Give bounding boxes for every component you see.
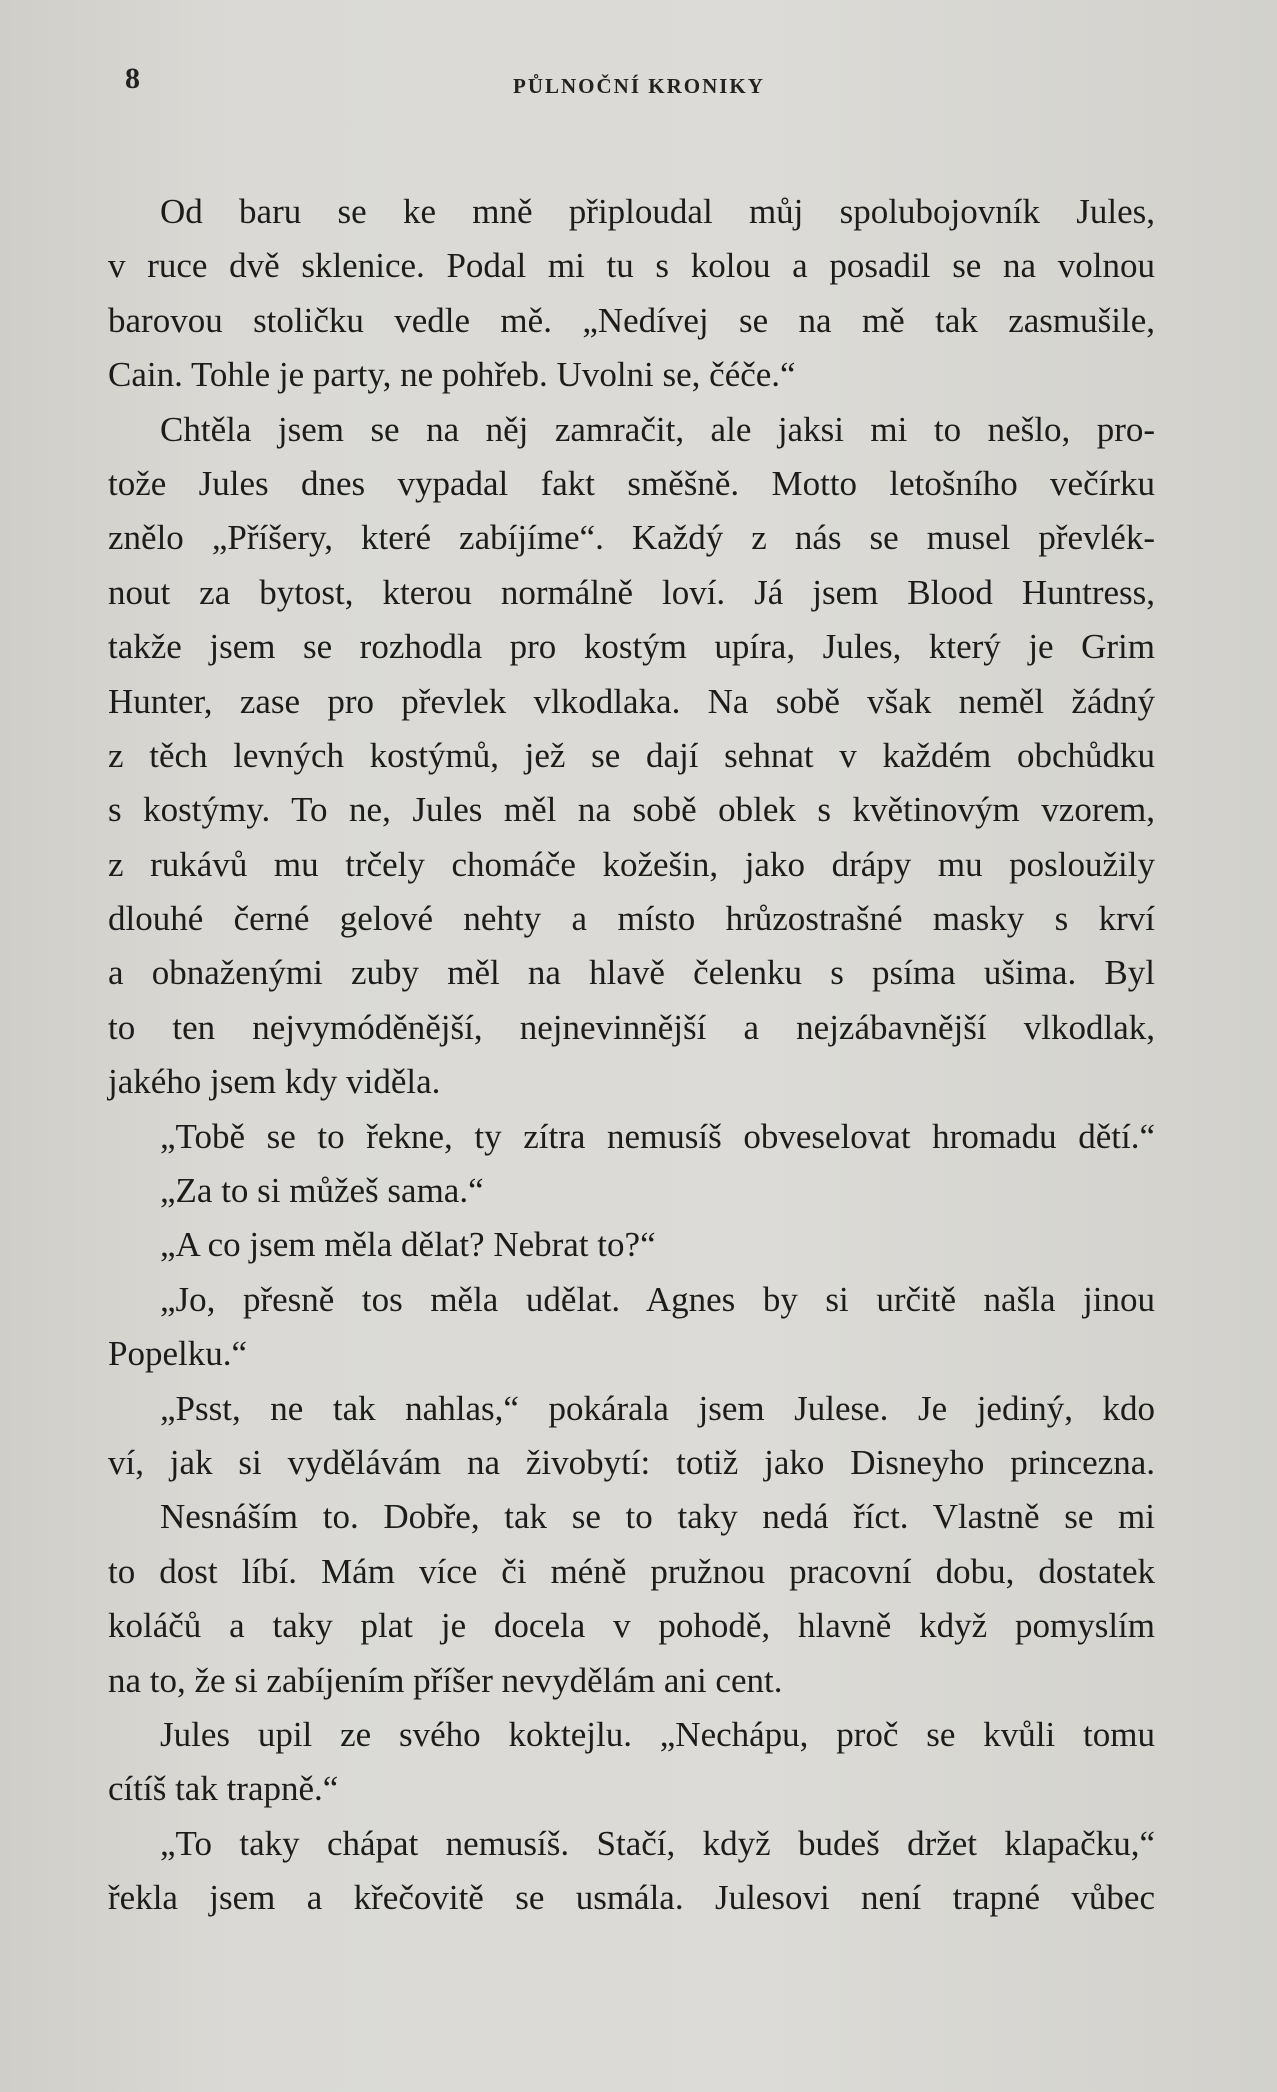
- text-line: to ten nejvymóděnější, nejnevinnější a nejzábavnější vlkodlak,: [108, 1007, 1155, 1047]
- text-line: „A co jsem měla dělat? Nebrat to?“: [160, 1225, 656, 1265]
- text-line: takže jsem se rozhodla pro kostým upíra, Jules, který je Grim: [108, 627, 1155, 667]
- text-line: a obnaženými zuby měl na hlavě čelenku s psíma ušima. Byl: [108, 953, 1155, 993]
- text-line: „Tobě se to řekne, ty zítra nemusíš obveselovat hromadu dětí.“: [160, 1116, 1155, 1156]
- text-line: Chtěla jsem se na něj zamračit, ale jaksi mi to nešlo, pro-: [160, 409, 1155, 449]
- text-line: ví, jak si vydělávám na živobytí: totiž jako Disneyho princezna.: [108, 1442, 1155, 1482]
- text-line: to dost líbí. Mám více či méně pružnou pracovní dobu, dostatek: [108, 1551, 1155, 1591]
- page-header: [0, 62, 1277, 102]
- text-line: řekla jsem a křečovitě se usmála. Julesovi není trapné vůbec: [108, 1878, 1155, 1918]
- body-text: [108, 185, 1155, 1926]
- text-line: Cain. Tohle je party, ne pohřeb. Uvolni se, čéče.“: [108, 355, 796, 395]
- text-line: „Jo, přesně tos měla udělat. Agnes by si určitě našla jinou: [160, 1279, 1155, 1319]
- text-line: cítíš tak trapně.“: [108, 1769, 339, 1809]
- text-line: dlouhé černé gelové nehty a místo hrůzostrašné masky s krví: [108, 899, 1155, 939]
- text-line: na to, že si zabíjením příšer nevydělám ani cent.: [108, 1660, 783, 1700]
- text-line: znělo „Příšery, které zabíjíme“. Každý z nás se musel převlék-: [108, 518, 1155, 558]
- text-line: v ruce dvě sklenice. Podal mi tu s kolou a posadil se na volnou: [108, 246, 1155, 286]
- text-line: „Psst, ne tak nahlas,“ pokárala jsem Julese. Je jediný, kdo: [160, 1388, 1155, 1428]
- text-line: Popelku.“: [108, 1334, 248, 1374]
- text-line: z rukávů mu trčely chomáče kožešin, jako drápy mu posloužily: [108, 844, 1155, 884]
- text-line: koláčů a taky plat je docela v pohodě, hlavně když pomyslím: [108, 1606, 1155, 1646]
- text-line: barovou stoličku vedle mě. „Nedívej se na mě tak zasmušile,: [108, 300, 1155, 340]
- page-number: 8: [125, 62, 140, 95]
- text-line: s kostýmy. To ne, Jules měl na sobě oblek s květinovým vzorem,: [108, 790, 1155, 830]
- text-line: „Za to si můžeš sama.“: [160, 1171, 484, 1211]
- text-line: Jules upil ze svého koktejlu. „Nechápu, proč se kvůli tomu: [160, 1714, 1155, 1754]
- text-line: Od baru se ke mně připloudal můj spolubojovník Jules,: [160, 192, 1155, 231]
- text-line: tože Jules dnes vypadal fakt směšně. Motto letošního večírku: [108, 463, 1155, 503]
- text-line: „To taky chápat nemusíš. Stačí, když budeš držet klapačku,“: [160, 1823, 1155, 1863]
- text-line: jakého jsem kdy viděla.: [108, 1062, 441, 1102]
- text-line: nout za bytost, kterou normálně loví. Já jsem Blood Huntress,: [108, 572, 1155, 612]
- text-line: z těch levných kostýmů, jež se dají sehnat v každém obchůdku: [108, 735, 1155, 775]
- text-line: Hunter, zase pro převlek vlkodlaka. Na sobě však neměl žádný: [108, 681, 1155, 721]
- running-title: PŮLNOČNÍ KRONIKY: [513, 74, 765, 98]
- text-line: Nesnáším to. Dobře, tak se to taky nedá říct. Vlastně se mi: [160, 1497, 1155, 1537]
